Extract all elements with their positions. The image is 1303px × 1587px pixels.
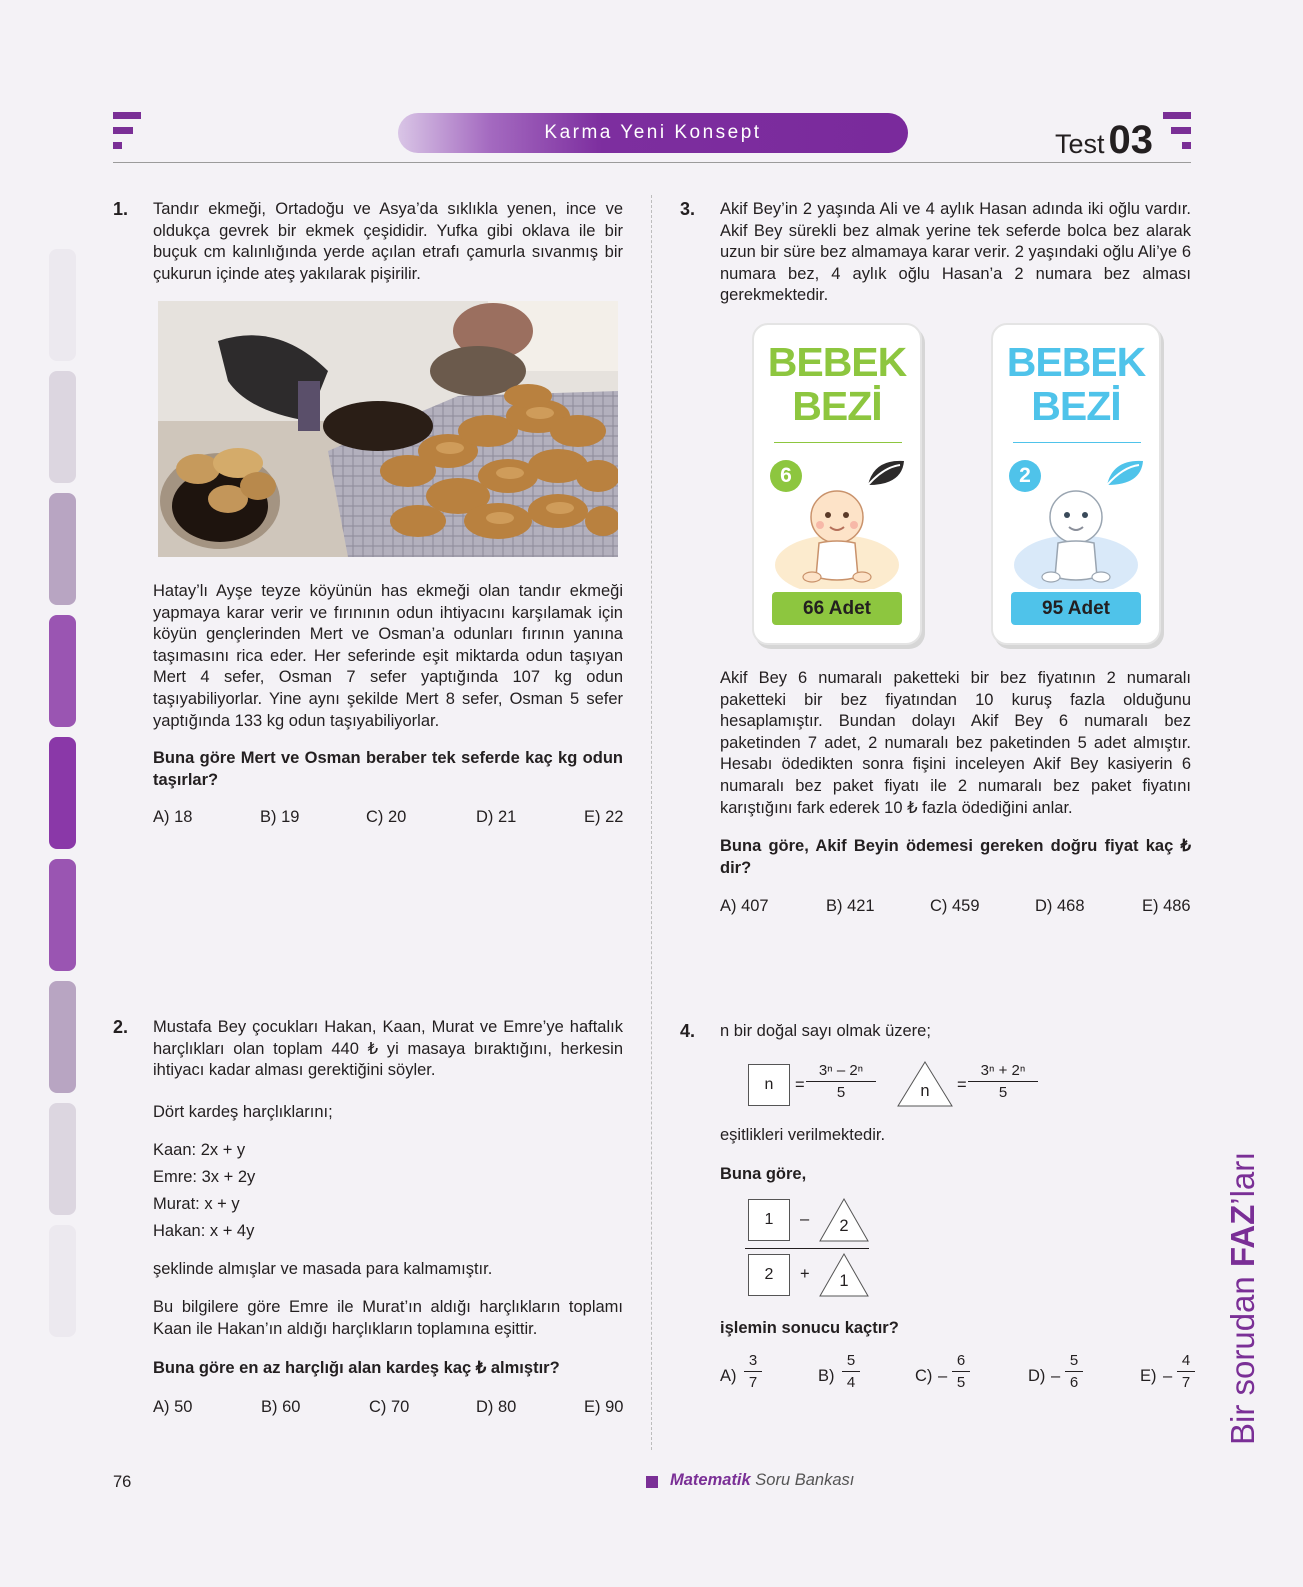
expr-square-2: 2 bbox=[748, 1254, 790, 1296]
q3-question: Buna göre, Akif Beyin ödemesi gereken doğru fiyat kaç ₺ dir? bbox=[720, 837, 1191, 877]
q1-option-a[interactable]: A) 18 bbox=[153, 808, 193, 826]
q1-intro: Tandır ekmeği, Ortadoğu ve Asya’da sıklıkla yenen, ince ve oldukça gevrek bir ekmek çeşididir. Yufka gibi oklava ile bir buçuk cm kalınlığında yerde açılan etrafı çamurla sıvanmış bir çukurun içinde ateş yakılarak pişirilir. bbox=[153, 200, 623, 283]
q2-list-item: Emre: 3x + 2y bbox=[153, 1168, 256, 1186]
card-divider bbox=[774, 442, 902, 443]
header-banner-title: Karma Yeni Konsept bbox=[544, 122, 762, 143]
q4-lead: Buna göre, bbox=[720, 1165, 807, 1183]
footer-book-title bbox=[670, 1471, 854, 1490]
q2-option-e[interactable]: E) 90 bbox=[584, 1398, 624, 1416]
option-numerator: 6 bbox=[952, 1352, 970, 1372]
q3-option-e[interactable]: E) 486 bbox=[1142, 897, 1191, 915]
q3-option-b[interactable]: B) 421 bbox=[826, 897, 875, 915]
q3-option-c[interactable]: C) 459 bbox=[930, 897, 980, 915]
option-label: D) bbox=[1028, 1367, 1046, 1385]
test-prefix: Test bbox=[1055, 129, 1105, 159]
card-count: 95 Adet bbox=[1011, 592, 1141, 625]
q2-option-b[interactable]: B) 60 bbox=[261, 1398, 301, 1416]
q2-line1: Dört kardeş harçlıklarını; bbox=[153, 1103, 333, 1121]
triangle-definition-fraction bbox=[968, 1062, 1038, 1101]
q2-list-item: Kaan: 2x + y bbox=[153, 1141, 246, 1159]
card-title-line1: BEBEK bbox=[1006, 339, 1146, 385]
option-denominator: 7 bbox=[1181, 1374, 1191, 1391]
q2-option-d[interactable]: D) 80 bbox=[476, 1398, 517, 1416]
q2-number: 2. bbox=[113, 1017, 129, 1037]
option-sign: – bbox=[938, 1367, 948, 1385]
q3-option-a[interactable]: A) 407 bbox=[720, 897, 769, 915]
q3-number: 3. bbox=[680, 199, 696, 219]
baby-illustration bbox=[774, 485, 900, 589]
triangle-var: n bbox=[920, 1082, 930, 1100]
option-numerator: 5 bbox=[842, 1352, 860, 1372]
q1-body: Hatay’lı Ayşe teyze köyünün has ekmeği olan tandır ekmeği yapmaya karar verir ve fırınının odun ihtiyacını karşılamak için köyün gençlerinden Mert ve Osman’a odunları fırının yanına taşımasını rica eder. Her seferinde eşit miktarda odun taşıyan Mert 4 sefer, Osman 7 sefer yaptığında 107 kg odun taşıyabiliyorlar. Yine aynı şekilde Mert 8 sefer, Osman 5 sefer yaptığında 133 kg odun taşıyabiliyorlar. bbox=[153, 582, 623, 730]
header-rule bbox=[113, 162, 1191, 163]
page-number: 76 bbox=[113, 1473, 132, 1491]
square-box: n bbox=[748, 1064, 790, 1106]
q3-option-d[interactable]: D) 468 bbox=[1035, 897, 1085, 915]
option-label: B) bbox=[818, 1367, 835, 1385]
q3-body: Akif Bey 6 numaralı paketteki bir bez fiyatının 2 numaralı paketteki bir bez fiyatından 10 kuruş fazla olduğunu hesaplamıştır. Bundan dolayı Akif Bey 6 numaralı bez paketinden 7 adet, 2 numaralı bez paketinden 5 adet almıştır. Hesabı ödedikten sonra fişini inceleyen Akif Bey kasiyerin 6 numaralı bez paket fiyatı ile 2 numaralı bez paket fiyatını karıştığını fark ederek 10 ₺ fazla ödediğini anlar. bbox=[720, 669, 1191, 817]
option-sign: – bbox=[1051, 1367, 1061, 1385]
square-definition-fraction bbox=[806, 1062, 876, 1101]
q2-intro: Mustafa Bey çocukları Hakan, Kaan, Murat ve Emre’ye haftalık harçlıkları olan toplam 440 ₺ yi masaya bıraktığını, herkesin ihtiyacı kadar alması gerektiğini söyler. bbox=[153, 1018, 623, 1080]
card-title-line2: BEZİ bbox=[792, 383, 882, 429]
q4-intro: n bir doğal sayı olmak üzere; bbox=[720, 1022, 931, 1040]
fraction-denominator: 5 bbox=[998, 1084, 1008, 1101]
q2-line3: Bu bilgilere göre Emre ile Murat’ın aldığı harçlıkların toplamı Kaan ile Hakan’ın aldığı harçlıkların toplamına eşittir. bbox=[153, 1298, 623, 1338]
diaper-card-size-6 bbox=[752, 323, 922, 645]
option-numerator: 5 bbox=[1065, 1352, 1083, 1372]
q4-question: işlemin sonucu kaçtır? bbox=[720, 1319, 899, 1337]
side-slogan-b: FAZ bbox=[1224, 1204, 1261, 1268]
card-title-line1: BEBEK bbox=[767, 339, 907, 385]
q1-option-b[interactable]: B) 19 bbox=[260, 808, 300, 826]
equals-sign: = bbox=[795, 1076, 805, 1094]
option-denominator: 7 bbox=[748, 1374, 758, 1391]
q1-number: 1. bbox=[113, 199, 129, 219]
expr-triangle-1-value: 1 bbox=[839, 1272, 849, 1290]
q1-option-c[interactable]: C) 20 bbox=[366, 808, 407, 826]
card-size-badge: 6 bbox=[770, 460, 802, 492]
option-numerator: 3 bbox=[744, 1352, 762, 1372]
tandir-bread-photo bbox=[158, 301, 618, 557]
q4-given: eşitlikleri verilmektedir. bbox=[720, 1126, 886, 1144]
expr-fraction-bar bbox=[745, 1248, 869, 1249]
side-slogan-c: ’ları bbox=[1224, 1151, 1261, 1205]
diaper-card-size-2 bbox=[991, 323, 1161, 645]
footer-square-icon bbox=[646, 1476, 658, 1488]
option-denominator: 4 bbox=[846, 1374, 856, 1391]
column-divider bbox=[651, 195, 652, 1450]
expr-minus: – bbox=[800, 1210, 810, 1228]
baby-illustration bbox=[1013, 485, 1139, 589]
card-size-badge: 2 bbox=[1009, 460, 1041, 492]
q3-intro: Akif Bey’in 2 yaşında Ali ve 4 aylık Hasan adında iki oğlu vardır. Akif Bey sürekli bez almak yerine tek seferde bolca bez alarak uzun bir süre bez almamaya karar verir. 2 yaşındaki oğlu Ali’ye 6 numara bez, 4 aylık oğlu Hasan’a 2 numara bez alması gerekmektedir. bbox=[720, 200, 1191, 305]
side-slogan bbox=[1224, 1152, 1262, 1445]
q1-option-e[interactable]: E) 22 bbox=[584, 808, 624, 826]
q2-option-a[interactable]: A) 50 bbox=[153, 1398, 193, 1416]
fraction-numerator: 3ⁿ – 2ⁿ bbox=[806, 1062, 876, 1082]
option-sign: – bbox=[1163, 1367, 1173, 1385]
footer-book-subject: Matematik bbox=[670, 1471, 751, 1489]
option-denominator: 5 bbox=[956, 1374, 966, 1391]
card-title-line2: BEZİ bbox=[1031, 383, 1121, 429]
option-label: C) bbox=[915, 1367, 933, 1385]
test-label bbox=[1055, 118, 1153, 163]
option-denominator: 6 bbox=[1069, 1374, 1079, 1391]
fraction-numerator: 3ⁿ + 2ⁿ bbox=[968, 1062, 1038, 1082]
side-slogan-a: Bir sorudan bbox=[1224, 1267, 1261, 1445]
expr-plus: + bbox=[800, 1265, 810, 1283]
q1-option-d[interactable]: D) 21 bbox=[476, 808, 517, 826]
test-number: 03 bbox=[1108, 118, 1154, 162]
q4-number: 4. bbox=[680, 1021, 696, 1041]
fraction-denominator: 5 bbox=[836, 1084, 846, 1101]
q2-list-item: Murat: x + y bbox=[153, 1195, 240, 1213]
expr-triangle-2-value: 2 bbox=[839, 1217, 849, 1235]
footer-book-rest: Soru Bankası bbox=[755, 1471, 855, 1489]
option-label: E) bbox=[1140, 1367, 1157, 1385]
card-divider bbox=[1013, 442, 1141, 443]
expr-square-1: 1 bbox=[748, 1199, 790, 1241]
q2-list-item: Hakan: x + 4y bbox=[153, 1222, 255, 1240]
option-label: A) bbox=[720, 1367, 737, 1385]
q1-question: Buna göre Mert ve Osman beraber tek seferde kaç kg odun taşırlar? bbox=[153, 749, 623, 789]
equals-sign: = bbox=[957, 1076, 967, 1094]
q2-option-c[interactable]: C) 70 bbox=[369, 1398, 410, 1416]
option-numerator: 4 bbox=[1177, 1352, 1195, 1372]
card-count: 66 Adet bbox=[772, 592, 902, 625]
q2-question: Buna göre en az harçlığı alan kardeş kaç ₺ almıştır? bbox=[153, 1359, 560, 1377]
q2-line2: şeklinde almışlar ve masada para kalmamıştır. bbox=[153, 1260, 493, 1278]
